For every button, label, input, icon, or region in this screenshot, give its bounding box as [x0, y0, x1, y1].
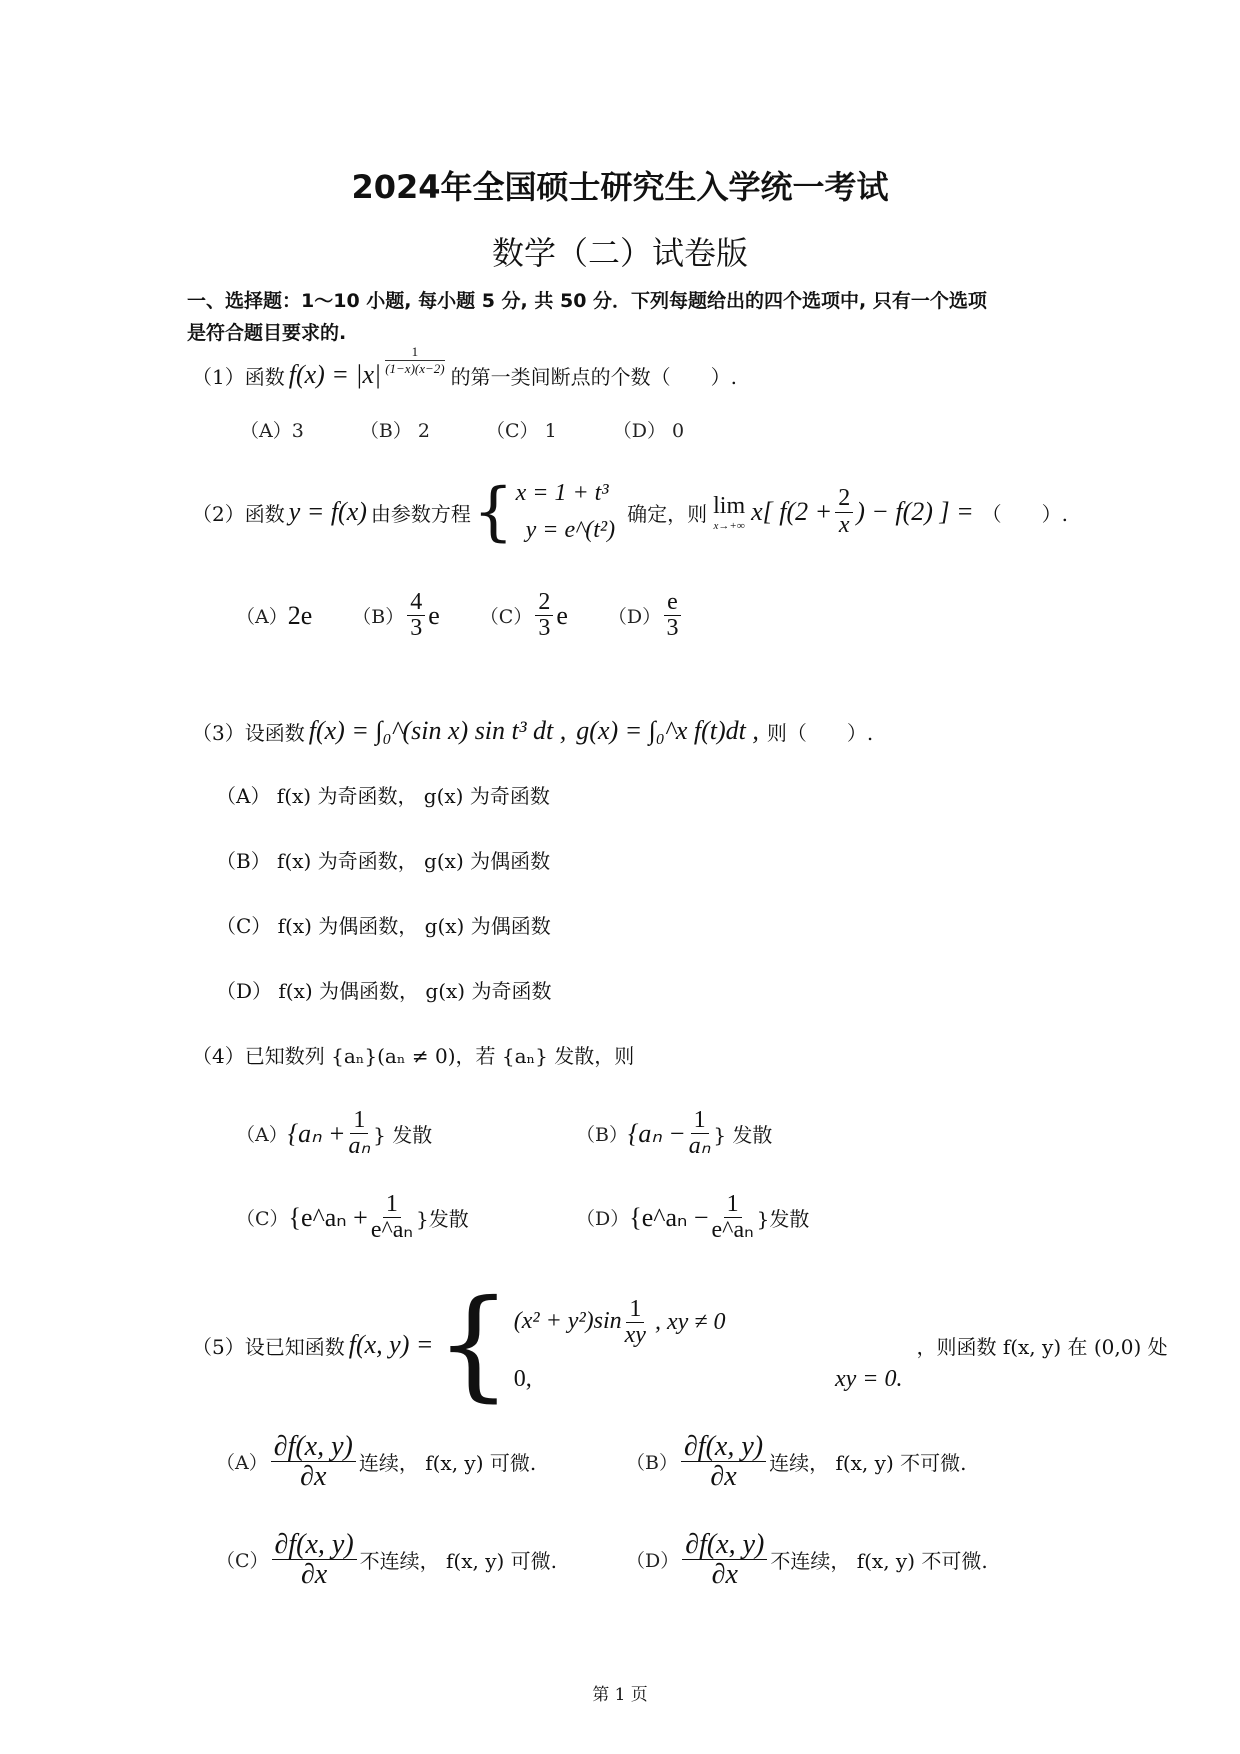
brace: {: [472, 475, 514, 549]
parametric-system: [516, 480, 615, 544]
exam-subtitle: 数学（二）试卷版: [491, 234, 748, 272]
numerator: ∂f(x, y): [271, 1432, 356, 1462]
lim-subscript: x→+∞: [713, 519, 745, 532]
option-b: （B） 2: [359, 420, 430, 442]
option-label: （B）: [576, 1124, 628, 1147]
option-label: （A）: [236, 1124, 288, 1147]
question-2: [192, 475, 1068, 549]
question-1: [192, 343, 737, 390]
numerator: 1: [350, 1108, 368, 1134]
option-text: }发散: [756, 1207, 810, 1232]
page-number: 第 1 页: [592, 1685, 648, 1705]
fraction: [689, 1108, 711, 1159]
option-text: 连续， f(x, y) 不可微.: [769, 1451, 967, 1476]
option-c-label: （C）: [479, 606, 533, 629]
question-4: [192, 1040, 634, 1069]
exponent-numerator: 1: [411, 343, 419, 359]
section-instructions-cont: 是符合题目要求的.: [187, 322, 347, 344]
numerator: 2: [535, 590, 553, 616]
question-text: 设已知函数: [244, 1334, 345, 1359]
denominator: ∂x: [711, 1559, 738, 1591]
option-c: （C） 1: [486, 420, 557, 442]
formula: {e^aₙ +: [288, 1202, 368, 1232]
lim: lim: [713, 492, 746, 519]
formula: {aₙ −: [627, 1118, 686, 1148]
numerator: ∂f(x, y): [272, 1530, 357, 1560]
question-number: （2）: [192, 501, 245, 526]
option-c-fraction: [535, 590, 553, 641]
question-number: （4）: [192, 1044, 245, 1068]
numerator: 1: [383, 1192, 401, 1218]
numerator: e: [664, 590, 681, 616]
option-a-value: 2e: [287, 600, 313, 630]
denominator: e^aₙ: [711, 1217, 754, 1244]
option-label: （C）: [216, 1550, 269, 1573]
question-number: （1）: [192, 364, 245, 389]
limit: [713, 493, 745, 532]
formula: y = f(x): [288, 497, 367, 526]
question-text: 由参数方程: [370, 501, 471, 526]
exponent: [385, 344, 444, 377]
partial-derivative: [682, 1530, 767, 1590]
question-text: 的第一类间断点的个数（ ）.: [450, 364, 737, 389]
option-text: } 发散: [713, 1123, 773, 1148]
question-3: [192, 716, 873, 746]
question-text: 则（ ）.: [766, 720, 874, 745]
option-text: } 发散: [373, 1123, 433, 1148]
denominator: aₙ: [688, 1133, 711, 1160]
exam-title: 2024年全国硕士研究生入学统一考试: [351, 168, 889, 206]
option-label: （A）: [216, 1452, 268, 1475]
q1-options: [240, 416, 684, 443]
formula: {e^aₙ −: [629, 1202, 709, 1232]
option-a: （A） f(x) 为奇函数， g(x) 为奇函数: [216, 784, 550, 808]
fraction: [712, 1192, 754, 1243]
partial-derivative: [681, 1432, 766, 1492]
question-text: 已知数列 {aₙ}(aₙ ≠ 0)，若 {aₙ} 发散，则: [244, 1044, 635, 1068]
option-c-tail: e: [556, 600, 568, 630]
option-text: }发散: [415, 1207, 469, 1232]
question-text: 函数: [244, 501, 285, 526]
option-d-fraction: [664, 590, 681, 641]
q5-option-d: [626, 1530, 988, 1590]
option-label: （D）: [626, 1550, 680, 1573]
numerator: 4: [407, 590, 425, 616]
numerator: 2: [835, 486, 853, 512]
brace: {: [435, 1275, 512, 1414]
option-text: 不连续， f(x, y) 不可微.: [770, 1549, 988, 1574]
option-b-fraction: [407, 590, 425, 641]
case-2-condition: xy = 0.: [834, 1366, 903, 1393]
case-1: [514, 1297, 649, 1348]
fraction: [371, 1192, 413, 1243]
option-b-label: （B）: [352, 606, 405, 629]
case-2-expr: 0,: [513, 1366, 532, 1393]
formula: ) − f(2) ] =: [856, 497, 974, 526]
formula: f(x) = |x|: [288, 360, 382, 389]
question-text: ，则函数 f(x, y) 在 (0,0) 处: [916, 1334, 1168, 1359]
denominator: ∂x: [300, 1559, 328, 1591]
numerator: 1: [626, 1297, 644, 1323]
denominator: ∂x: [300, 1461, 327, 1493]
question-text: 确定，则: [627, 501, 708, 526]
option-b-tail: e: [428, 600, 440, 630]
formula: f(x, y) =: [348, 1330, 434, 1359]
denominator: x: [838, 511, 850, 538]
q5-option-a: [216, 1432, 536, 1492]
option-c: （C） f(x) 为偶函数， g(x) 为偶函数: [216, 914, 551, 938]
denominator: xy: [624, 1322, 646, 1348]
case-1-condition: , xy ≠ 0: [654, 1309, 726, 1335]
formula-f: f(x) = ∫₀^(sin x) sin t³ dt ,: [308, 716, 567, 745]
fraction: [835, 486, 853, 537]
denominator: 3: [538, 615, 551, 642]
case-1-expr: (x² + y²)sin: [513, 1308, 622, 1335]
formula: {aₙ +: [287, 1118, 346, 1148]
question-number: （5）: [192, 1334, 245, 1359]
numerator: ∂f(x, y): [682, 1530, 767, 1560]
equation-x: x = 1 + t³: [515, 480, 609, 506]
numerator: ∂f(x, y): [681, 1432, 766, 1462]
option-label: （D）: [576, 1208, 630, 1231]
question-text: 设函数: [244, 720, 305, 745]
section-instructions: 一、选择题：1～10 小题, 每小题 5 分, 共 50 分．下列每题给出的四个选项中, 只有一个选项: [187, 290, 987, 312]
fraction: [349, 1108, 371, 1159]
q4-option-b: [576, 1108, 772, 1159]
q5-option-c: [216, 1530, 557, 1590]
fraction: [625, 1297, 646, 1348]
option-b: （B） f(x) 为奇函数， g(x) 为偶函数: [216, 849, 551, 873]
question-text: 函数: [244, 364, 285, 389]
formula: x[ f(2 +: [751, 497, 833, 526]
piecewise-cases: [514, 1297, 903, 1393]
denominator: ∂x: [710, 1461, 737, 1493]
partial-derivative: [272, 1530, 357, 1590]
option-a: （A）3: [240, 420, 304, 442]
option-d-label: （D）: [607, 606, 662, 629]
denominator: 3: [410, 615, 423, 642]
option-a-label: （A）: [236, 606, 288, 629]
denominator: 3: [666, 615, 679, 642]
numerator: 1: [691, 1108, 709, 1134]
option-d: （D） f(x) 为偶函数， g(x) 为奇函数: [216, 979, 552, 1003]
option-label: （B）: [626, 1452, 678, 1475]
question-number: （3）: [192, 720, 245, 745]
question-5: [192, 1275, 1168, 1414]
denominator: aₙ: [348, 1133, 371, 1160]
equation-y: y = e^(t²): [525, 517, 616, 543]
numerator: 1: [724, 1192, 742, 1218]
option-text: 不连续， f(x, y) 可微.: [359, 1549, 558, 1574]
option-text: 连续， f(x, y) 可微.: [358, 1451, 537, 1476]
q5-option-b: [626, 1432, 966, 1492]
option-d: （D） 0: [612, 420, 685, 442]
q2-options: [236, 590, 684, 641]
question-text: （ ）.: [981, 501, 1068, 526]
exponent-denominator: (1−x)(x−2): [385, 360, 445, 376]
q4-option-c: [236, 1192, 469, 1243]
formula-g: g(x) = ∫₀^x f(t)dt ,: [576, 716, 759, 745]
option-label: （C）: [236, 1208, 289, 1231]
q4-option-d: [576, 1192, 809, 1243]
denominator: e^aₙ: [370, 1217, 413, 1244]
partial-derivative: [271, 1432, 356, 1492]
q4-option-a: [236, 1108, 432, 1159]
